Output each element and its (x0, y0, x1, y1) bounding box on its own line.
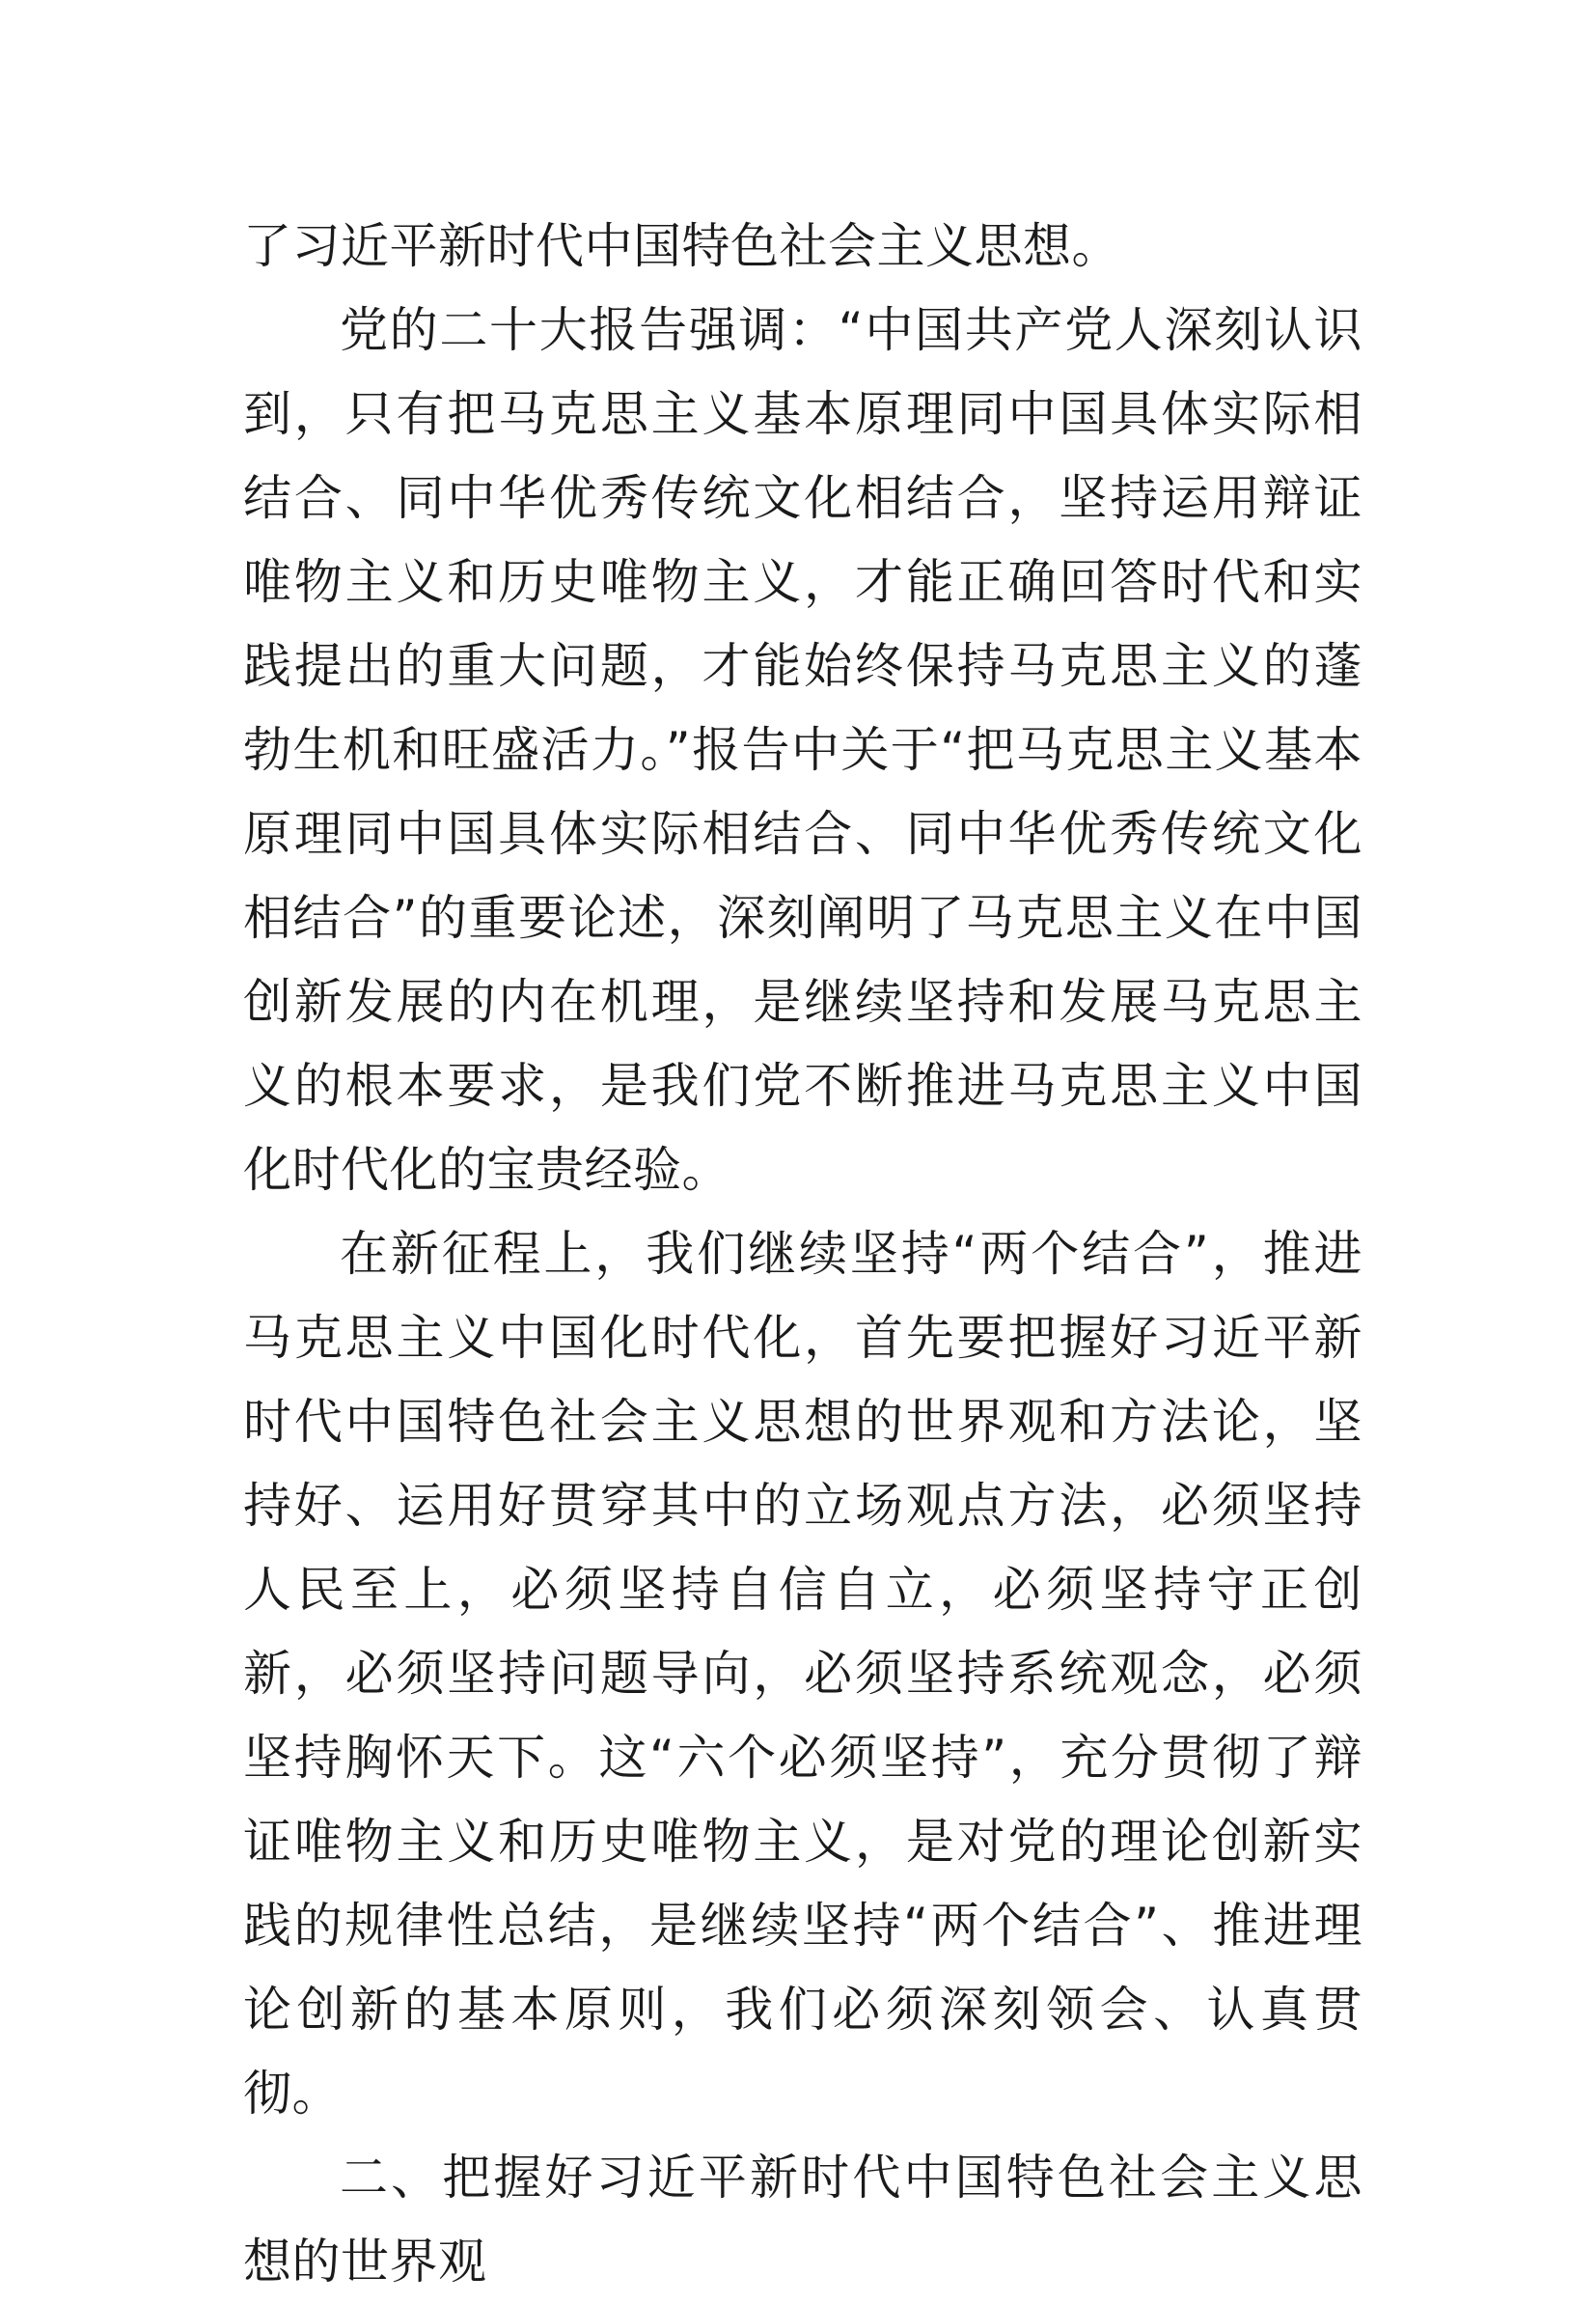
paragraph-continuation: 了习近平新时代中国特色社会主义思想。 (243, 218, 1120, 274)
paragraph-report-quote: 党的二十大报告强调：“中国共产党人深刻认识到，只有把马克思主义基本原理同中国具体实际相结合、同中华优秀传统文化相结合，坚持运用辩证唯物主义和历史唯物主义，才能正确回答时代和实践提出的重大问题，才能始终保持马克思主义的蓬勃生机和旺盛活力。”报告中关于“把马克思主义基本原理同中国具体实际相结合、同中华优秀传统文化相结合”的重要论述，深刻阐明了马克思主义在中国创新发展的内在机理，是继续坚持和发展马克思主义的根本要求，是我们党不断推进马克思主义中国化时代化的宝贵经验。 (243, 302, 1362, 1198)
paragraph-six-musts: 在新征程上，我们继续坚持“两个结合”，推进马克思主义中国化时代化，首先要把握好习近平新时代中国特色社会主义思想的世界观和方法论，坚持好、运用好贯穿其中的立场观点方法，必须坚持人民至上，必须坚持自信自立，必须坚持守正创新，必须坚持问题导向，必须坚持系统观念，必须坚持胸怀天下。这“六个必须坚持”，充分贯彻了辩证唯物主义和历史唯物主义，是对党的理论创新实践的规律性总结，是继续坚持“两个结合”、推进理论创新的基本原则，我们必须深刻领会、认真贯彻。 (243, 1226, 1362, 2122)
document-body (243, 205, 1362, 2304)
section-heading: 二、把握好习近平新时代中国特色社会主义思想的世界观 (243, 2150, 1362, 2290)
